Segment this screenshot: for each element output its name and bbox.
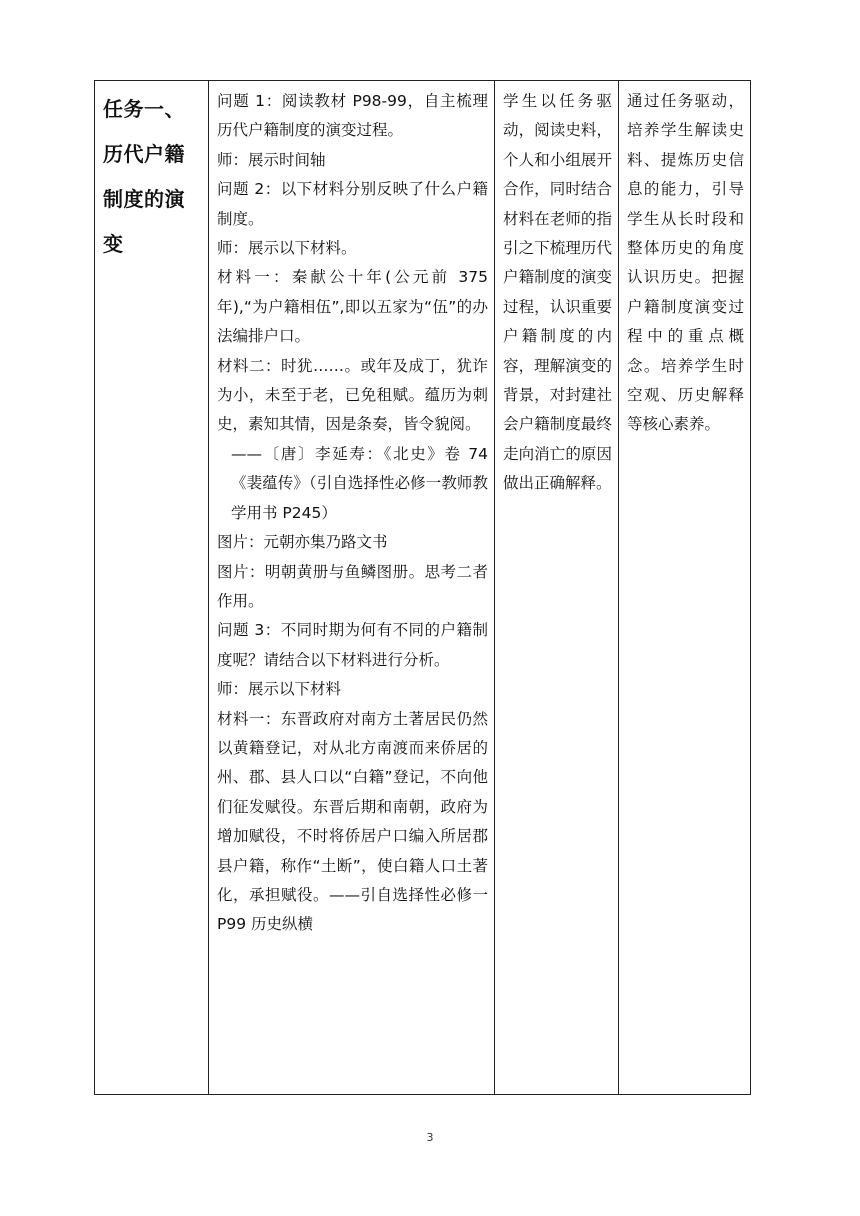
activity-question-2: 问题 2：以下材料分别反映了什么户籍制度。 [217, 180, 488, 228]
activity-show-materials-2: 师：展示以下材料 [217, 680, 342, 699]
teaching-activity-cell [209, 81, 495, 1095]
activity-question-1: 问题 1：阅读教材 P98-99，自主梳理历代户籍制度的演变过程。 [217, 92, 488, 140]
picture-yuan: 图片：元朝亦集乃路文书 [217, 533, 388, 552]
material-3: 材料一：东晋政府对南方土著居民仍然以黄籍登记，对从北方南渡而来侨居的州、郡、县人口以“白籍”登记，不向他们征发赋役。东晋后期和南朝，政府为增加赋役，不时将侨居户口编入所居郡县户籍，称作“土断”，使白籍人口土著化，承担赋役。——引自选择性必修一 P99 历史纵横 [217, 709, 488, 934]
student-activity-cell [495, 81, 619, 1095]
design-intent-cell [619, 81, 751, 1095]
activity-show-materials: 师：展示以下材料。 [217, 239, 357, 258]
activity-question-3: 问题 3：不同时期为何有不同的户籍制度呢？请结合以下材料进行分析。 [217, 621, 488, 669]
material-2: 材料二：时犹……。或年及成丁，犹诈为小，未至于老，已免租赋。蕴历为刺史，素知其情，因是条奏，皆令貌阅。 [217, 356, 488, 434]
task-title: 任务一、历代户籍制度的演变 [103, 97, 185, 256]
table-row [95, 81, 751, 1095]
activity-timeline: 师：展示时间轴 [217, 150, 326, 169]
lesson-plan-table [94, 80, 751, 1095]
design-intent-text: 通过任务驱动，培养学生解读史料、提炼历史信息的能力，引导学生从长时段和整体历史的角度认识历史。把握户籍制度演变过程中的重点概念。培养学生时空观、历史解释等核心素养。 [627, 92, 744, 434]
task-cell [95, 81, 209, 1095]
picture-ming: 图片：明朝黄册与鱼鳞图册。思考二者作用。 [217, 562, 488, 610]
page-number: 3 [426, 1131, 434, 1144]
material-2-source: ——〔唐〕李延寿：《北史》卷 74《裴蕴传》（引自选择性必修一教师教学用书 P245） [231, 444, 488, 522]
student-activity-text: 学生以任务驱动，阅读史料，个人和小组展开合作，同时结合材料在老师的指引之下梳理历代户籍制度的演变过程，认识重要户籍制度的内容，理解演变的背景，对封建社会户籍制度最终走向消亡的原因做出正确解释。 [503, 92, 612, 493]
material-1: 材料一：秦献公十年(公元前 375 年),“为户籍相伍”,即以五家为“伍”的办法编排户口。 [217, 268, 488, 346]
